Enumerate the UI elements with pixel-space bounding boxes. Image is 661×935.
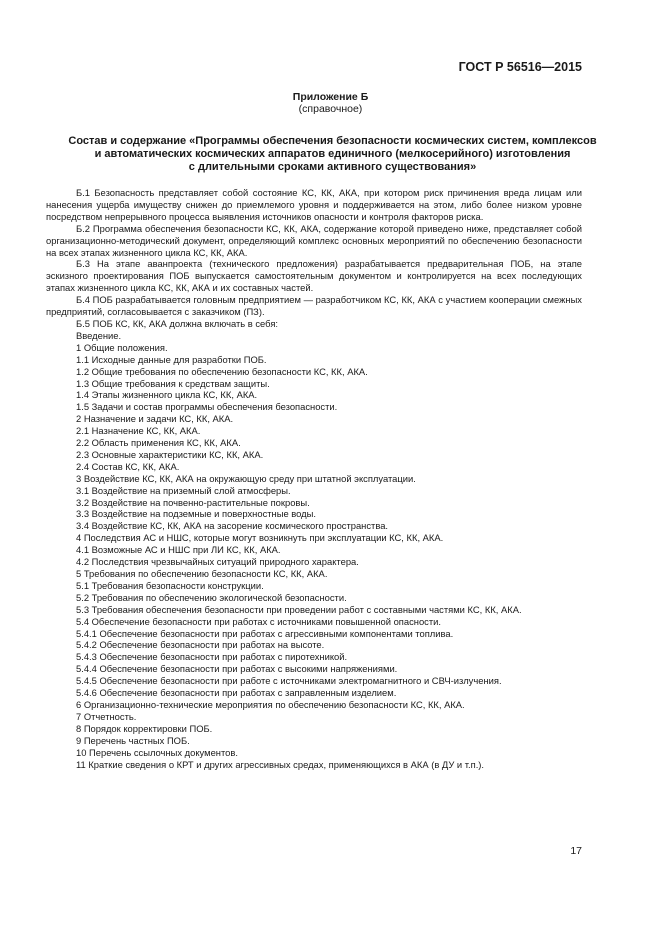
contents-item: 4 Последствия АС и НШС, которые могут возникнуть при эксплуатации КС, КК, АКА. <box>76 532 444 544</box>
paragraph-b5: Б.5 ПОБ КС, КК, АКА должна включать в себя: <box>76 317 279 329</box>
section-title-line: Состав и содержание «Программы обеспечения безопасности космических систем, комплексов <box>68 135 597 147</box>
contents-item: 5.4.5 Обеспечение безопасности при работе с источниками электромагнитного и СВЧ-излучения. <box>76 675 502 687</box>
paragraph-b1: Б.1 Безопасность представляет собой состояние КС, КК, АКА, при котором риск причинения вреда лицам или нанесения ущерба имуществу снижен до приемлемого уровня и поддерживается на этом, либо более низком уровне посредством непрерывного процесса выявления источников опасности и контроля факторов риска. <box>46 187 582 222</box>
contents-item: 4.2 Последствия чрезвычайных ситуаций природного характера. <box>76 556 359 568</box>
section-title-line: и автоматических космических аппаратов единичного (мелкосерийного) изготовления <box>94 147 571 160</box>
contents-item: 5.4 Обеспечение безопасности при работах с источниками повышенной опасности. <box>76 615 441 627</box>
contents-item: 2.1 Назначение КС, КК, АКА. <box>76 425 201 437</box>
paragraph-b4: Б.4 ПОБ разрабатывается головным предприятием — разработчиком КС, КК, АКА с участием кооперации смежных предприятий, согласовывается с заказчиком (ПЗ). <box>46 294 582 318</box>
contents-item: 1 Общие положения. <box>76 341 168 353</box>
contents-item: 5.2 Требования по обеспечению экологической безопасности. <box>76 591 347 603</box>
annex-title: Приложение Б <box>292 91 369 103</box>
contents-item: 5.4.3 Обеспечение безопасности при работах с пиротехникой. <box>76 651 348 663</box>
contents-item: 5.4.4 Обеспечение безопасности при работах с высокими напряжениями. <box>76 663 398 675</box>
contents-item: 2.4 Состав КС, КК, АКА. <box>76 460 180 472</box>
contents-item: 4.1 Возможные АС и НШС при ЛИ КС, КК, АКА. <box>76 544 281 556</box>
document-code: ГОСТ Р 56516—2015 <box>458 60 582 74</box>
contents-item: 2.2 Область применения КС, КК, АКА. <box>76 437 241 449</box>
document-body <box>46 187 582 770</box>
paragraph-b2: Б.2 Программа обеспечения безопасности КС, КК, АКА, содержание которой приведено ниже, представляет собой организационно-методический документ, определяющий комплекс основных мероприятий по обеспечению безопасности на всех этапах жизненного цикла КС, КК, АКА. <box>46 222 582 258</box>
contents-item: 5.4.1 Обеспечение безопасности при работах с агрессивными компонентами топлива. <box>76 627 454 639</box>
contents-item: 3.1 Воздействие на приземный слой атмосферы. <box>76 484 291 496</box>
contents-item: 1.1 Исходные данные для разработки ПОБ. <box>76 353 267 365</box>
contents-item: 9 Перечень частных ПОБ. <box>76 734 190 746</box>
contents-list <box>46 330 582 771</box>
contents-item: 3.3 Воздействие на подземные и поверхностные воды. <box>76 508 316 520</box>
contents-item: 5.4.2 Обеспечение безопасности при работах на высоте. <box>76 639 325 651</box>
contents-item: 5.4.6 Обеспечение безопасности при работах с заправленным изделием. <box>76 687 397 699</box>
section-title-line: с длительными сроками активного существования» <box>188 160 477 173</box>
paragraph-b3: Б.3 На этапе аванпроекта (технического предложения) разрабатывается предварительная ПОБ, на этапе эскизного проектирования ПОБ выпускается самостоятельным документом и контролируется на всех последующих этапах жизненного цикла КС, КК, АКА и их составных частей. <box>46 258 582 294</box>
contents-item: 3.2 Воздействие на почвенно-растительные покровы. <box>76 496 310 508</box>
contents-item: 1.3 Общие требования к средствам защиты. <box>76 377 270 389</box>
contents-item: 3 Воздействие КС, КК, АКА на окружающую среду при штатной эксплуатации. <box>76 472 416 484</box>
page-number: 17 <box>570 845 582 857</box>
contents-item: 10 Перечень ссылочных документов. <box>76 746 238 758</box>
contents-item: Введение. <box>76 329 122 341</box>
contents-item: 5.3 Требования обеспечения безопасности при проведении работ с составными частями КС, КК, АКА. <box>76 603 522 615</box>
contents-item: 1.5 Задачи и состав программы обеспечения безопасности. <box>76 401 338 413</box>
contents-item: 6 Организационно-технические мероприятия по обеспечению безопасности КС, КК, АКА. <box>76 698 465 710</box>
contents-item: 5 Требования по обеспечению безопасности КС, КК, АКА. <box>76 568 328 579</box>
contents-item: 11 Краткие сведения о КРТ и других агрессивных средах, применяющихся в АКА (в ДУ и т.п.). <box>76 758 485 770</box>
contents-item: 5.1 Требования безопасности конструкции. <box>76 579 264 591</box>
contents-item: 3.4 Воздействие КС, КК, АКА на засорение космического пространства. <box>76 520 389 532</box>
annex-subtitle: (справочное) <box>298 103 363 115</box>
contents-item: 1.4 Этапы жизненного цикла КС, КК, АКА. <box>76 389 258 401</box>
contents-item: 2 Назначение и задачи КС, КК, АКА. <box>76 413 234 425</box>
contents-item: 8 Порядок корректировки ПОБ. <box>76 722 213 734</box>
contents-item: 2.3 Основные характеристики КС, КК, АКА. <box>76 448 264 460</box>
annex-heading <box>0 91 661 115</box>
section-title <box>45 135 620 173</box>
contents-item: 1.2 Общие требования по обеспечению безопасности КС, КК, АКА. <box>76 365 368 377</box>
contents-item: 7 Отчетность. <box>76 710 137 722</box>
